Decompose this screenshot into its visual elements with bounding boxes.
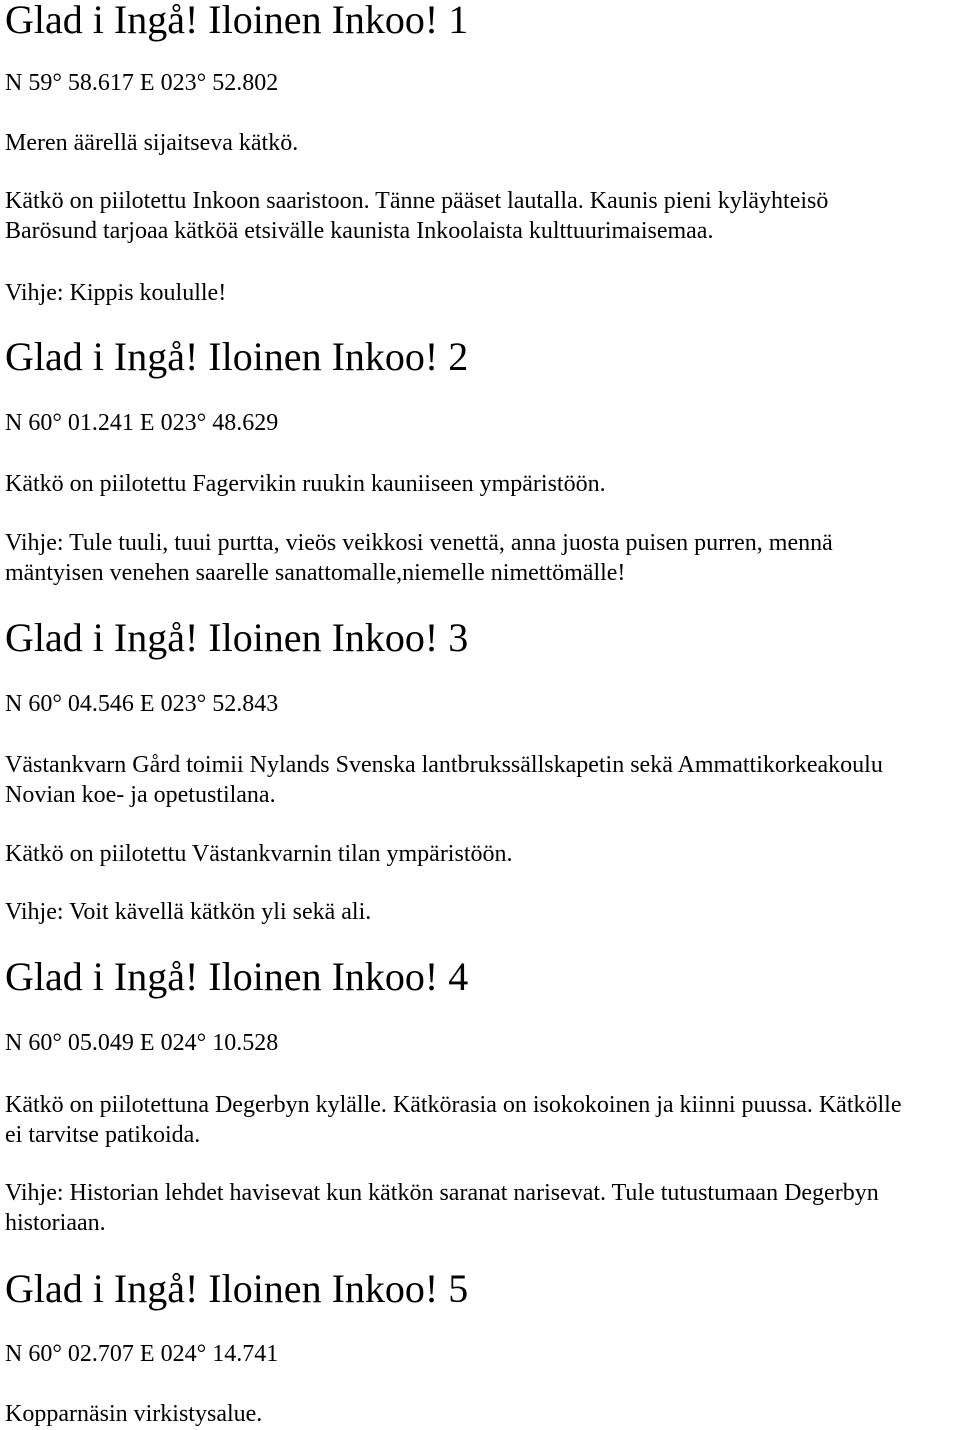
paragraph-line: Kätkö on piilotettu Västankvarnin tilan ympäristöön.	[5, 841, 513, 867]
paragraph	[5, 186, 828, 246]
coordinates-text: N 59° 58.617 E 023° 52.802	[5, 70, 279, 96]
section-heading: Glad i Ingå! Iloinen Inkoo! 2	[5, 334, 469, 379]
paragraph-line: Västankvarn Gård toimii Nylands Svenska lantbrukssällskapetin sekä Ammattikorkeakoulu	[5, 752, 883, 778]
paragraph-line: Kätkö on piilotettuna Degerbyn kylälle. Kätkörasia on isokokoinen ja kiinni puussa. Kätkölle	[5, 1092, 902, 1118]
coordinates	[5, 689, 278, 719]
paragraph-line: Vihje: Historian lehdet havisevat kun kätkön saranat narisevat. Tule tutustumaan Degerbyn	[5, 1180, 879, 1206]
paragraph-line: ei tarvitse patikoida.	[5, 1122, 201, 1148]
paragraph	[5, 1399, 262, 1429]
hint-paragraph	[5, 897, 371, 927]
paragraph-line: Meren äärellä sijaitseva kätkö.	[5, 130, 299, 156]
section-heading: Glad i Ingå! Iloinen Inkoo! 1	[5, 0, 469, 42]
coordinates-text: N 60° 05.049 E 024° 10.528	[5, 1030, 279, 1056]
section-heading: Glad i Ingå! Iloinen Inkoo! 3	[5, 615, 469, 660]
paragraph-line: Barösund tarjoaa kätköä etsivälle kaunista Inkoolaista kulttuurimaisemaa.	[5, 218, 714, 244]
paragraph	[5, 1090, 901, 1150]
section-heading: Glad i Ingå! Iloinen Inkoo! 4	[5, 954, 469, 999]
hint-paragraph	[5, 528, 833, 588]
paragraph-line: mäntyisen venehen saarelle sanattomalle,niemelle nimettömälle!	[5, 560, 626, 586]
paragraph-line: Kätkö on piilotettu Inkoon saaristoon. Tänne pääset lautalla. Kaunis pieni kyläyhteisö	[5, 188, 829, 214]
paragraph-line: Novian koe- ja opetustilana.	[5, 782, 276, 808]
coordinates	[5, 408, 278, 438]
coordinates-text: N 60° 02.707 E 024° 14.741	[5, 1341, 279, 1367]
coordinates-text: N 60° 04.546 E 023° 52.843	[5, 691, 279, 717]
paragraph-line: Vihje: Tule tuuli, tuui purtta, vieös veikkosi venettä, anna juosta puisen purren, mennä	[5, 530, 833, 556]
paragraph	[5, 128, 298, 158]
paragraph-line: Vihje: Voit kävellä kätkön yli sekä ali.	[5, 899, 372, 925]
paragraph	[5, 469, 606, 499]
paragraph	[5, 750, 883, 810]
section-heading: Glad i Ingå! Iloinen Inkoo! 5	[5, 1266, 469, 1311]
hint-paragraph	[5, 1178, 879, 1238]
coordinates	[5, 1028, 278, 1058]
coordinates	[5, 68, 278, 98]
paragraph-line: Vihje: Kippis koululle!	[5, 280, 227, 306]
paragraph-line: Kätkö on piilotettu Fagervikin ruukin kauniiseen ympäristöön.	[5, 471, 606, 497]
coordinates	[5, 1339, 278, 1369]
paragraph-line: historiaan.	[5, 1210, 106, 1236]
paragraph-line: Kopparnäsin virkistysalue.	[5, 1401, 263, 1427]
hint-paragraph	[5, 278, 226, 308]
coordinates-text: N 60° 01.241 E 023° 48.629	[5, 410, 279, 436]
paragraph	[5, 839, 512, 869]
